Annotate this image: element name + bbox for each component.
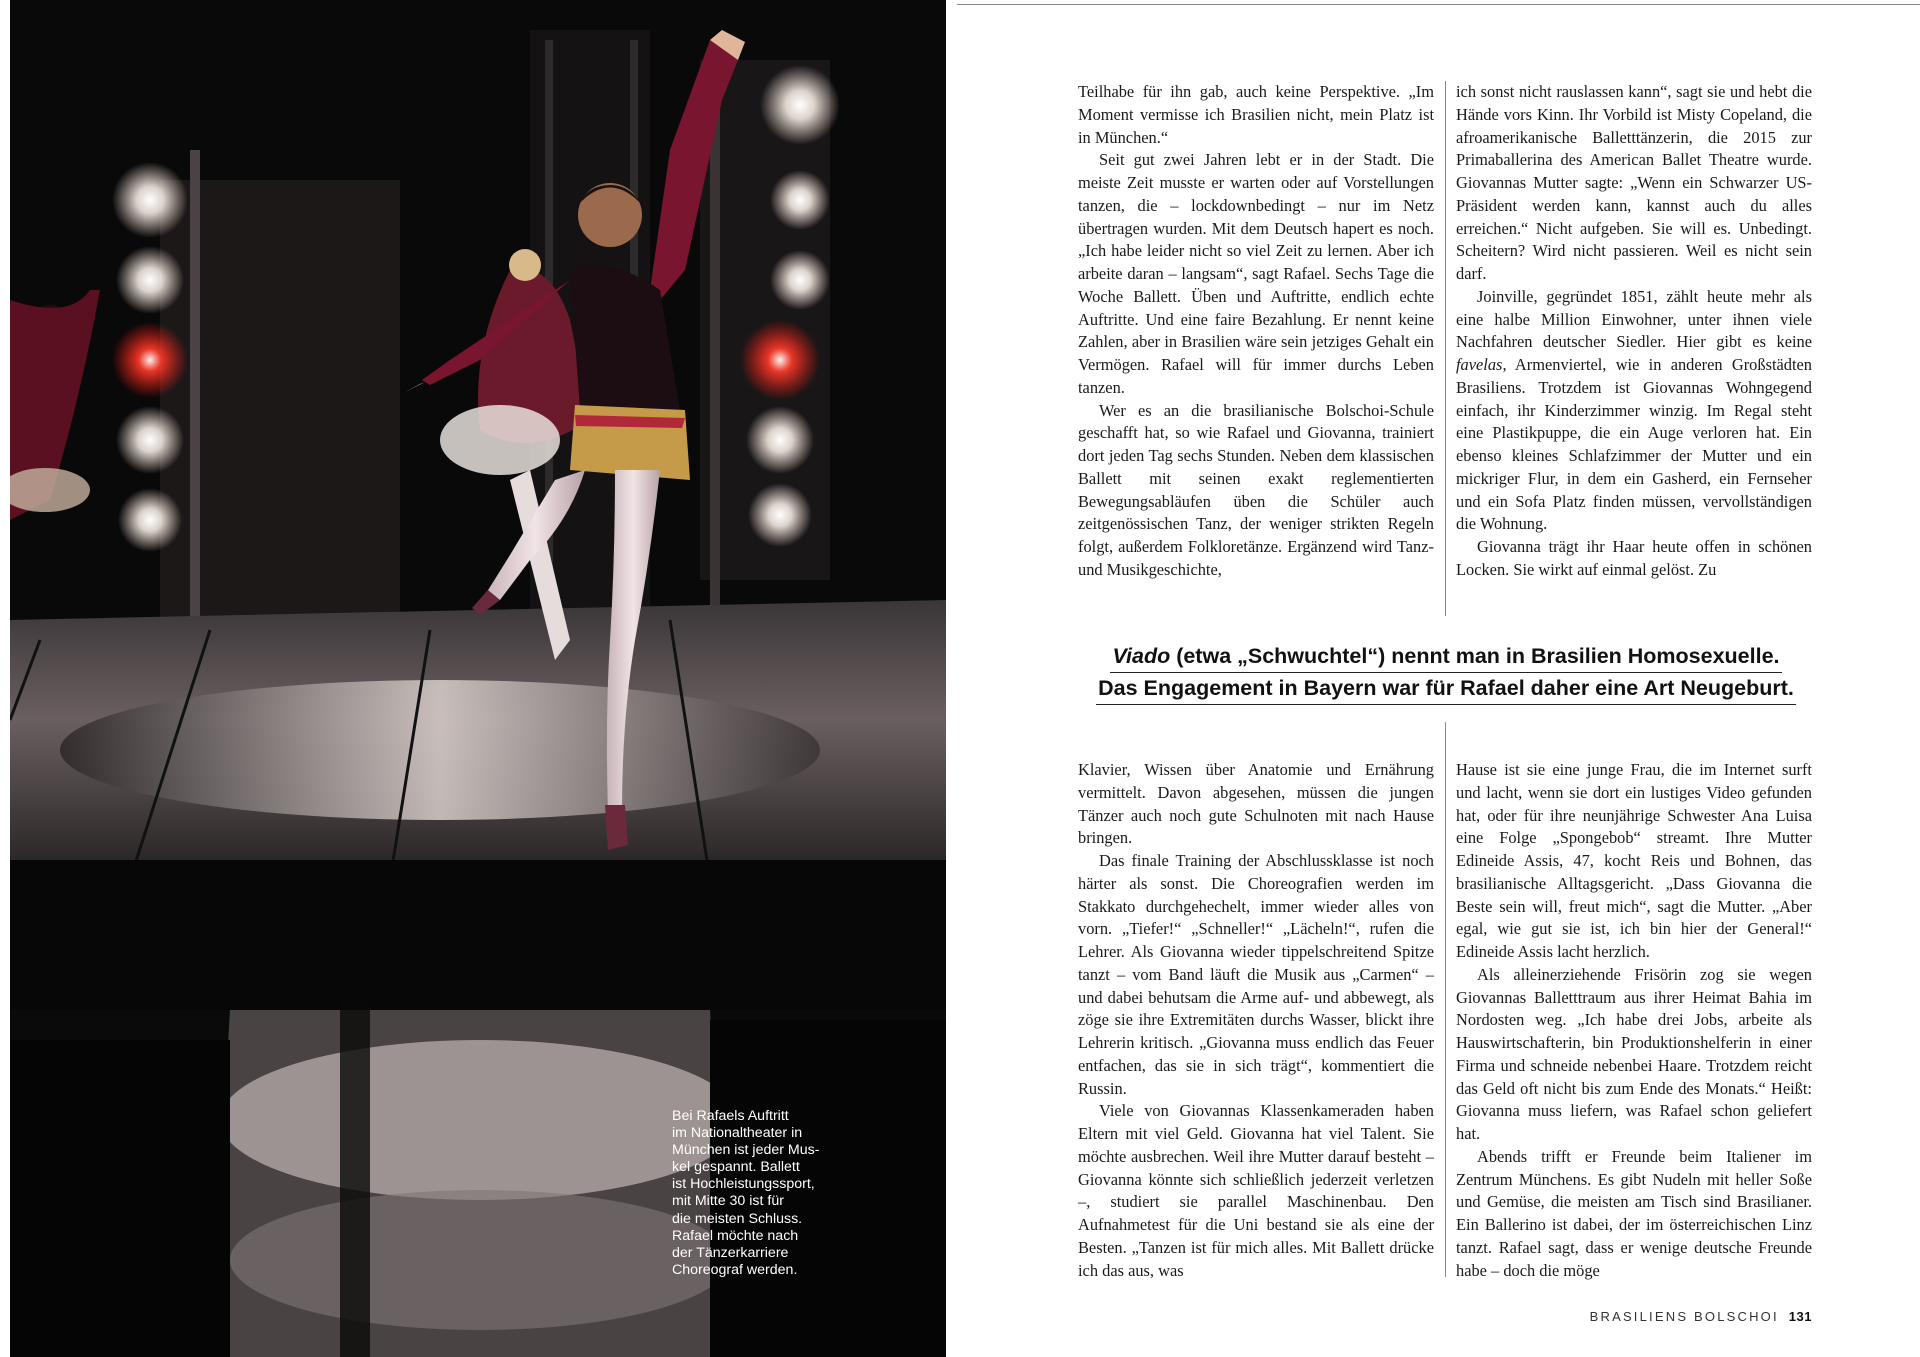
paragraph: Teilhabe für ihn gab, auch keine Perspektive. „Im Moment vermisse ich Brasilien nicht, mein Platz ist in München.“ [1078, 82, 1434, 147]
paragraph: Wer es an die brasilianische Bolschoi-Schule geschafft hat, so wie Rafael und Giovanna, trainiert dort jeden Tag sechs Stunden. Neben dem klassischen Ballett mit seinen exakt reglementierten Bewegungsabläufen üben die Schüler auch zeitgenössischen Tanz, der weniger strikten Regeln folgt, außerdem Folkloretänze. Ergänzend wird Tanz- und Musikgeschichte, [1078, 400, 1434, 579]
caption-line: der Tänzerkarriere [672, 1244, 789, 1261]
caption-line: München ist jeder Mus- [672, 1142, 820, 1159]
paragraph: Abends trifft er Freunde beim Italiener im Zentrum Münchens. Es gibt Nudeln mit heller Soße und Gemüse, die meisten am Tisch sind Brasilianer. Ein Ballerino ist dabei, der im österreichischen Linz tanzt. Rafael sagt, dass er wenige deutsche Freunde habe – doch die möge [1456, 1146, 1812, 1280]
caption-line: kel gespannt. Ballett [672, 1159, 800, 1176]
article-column-1 [1078, 81, 1434, 582]
paragraph: Joinville, gegründet 1851, zählt heute mehr als eine halbe Million Einwohner, unter ihnen viele Nachfahren deutscher Siedler. Hier gibt es keine favelas, Armenviertel, wie in anderen Großstädten Brasiliens. Trotzdem ist Giovannas Wohngegend einfach, ihr Kinderzimmer winzig. Im Regal steht eine Plastikpuppe, die ein Auge verloren hat. Ein ebenso kleines Schlafzimmer der Mutter und ein mickriger Flur, in dem ein Gasherd, ein Fernseher und ein Sofa Platz finden müssen, vervollständigen die Wohnung. [1456, 286, 1812, 534]
paragraph: Seit gut zwei Jahren lebt er in der Stadt. Die meiste Zeit musste er warten oder auf Vorstellungen tanzen, die – lockdownbedingt – nur im Netz übertragen wurden. Mit dem Deutsch hapert es noch. „Ich habe leider nicht so viel Zeit zu lernen. Aber ich arbeite daran – langsam“, sagt Rafael. Sechs Tage die Woche Ballett. Üben und Auftritte, endlich echte Auftritte. Und eine faire Bezahlung. Er nennt keine Zahlen, aber in Brasilien wäre sein jetziges Gehalt ein Vermögen. Rafael will für immer durchs Leben tanzen. [1078, 150, 1434, 397]
paragraph: Als alleinerziehende Frisörin zog sie wegen Giovannas Balletttraum aus ihrer Heimat Bahia im Nordosten weg. „Ich habe drei Jobs, arbeite als Hauswirtschafterin, bin Produktionshelferin in einer Firma und schneide nebenbei Haare. Trotzdem reicht das Geld oft nicht bis zum Ende des Monats.“ Heißt: Giovanna muss liefern, was Rafael schon geliefert hat. [1456, 964, 1812, 1143]
caption-line: mit Mitte 30 ist für [672, 1193, 784, 1210]
pull-quote-line-1 [1110, 641, 1781, 673]
article-column-3 [1078, 759, 1434, 1282]
column-divider-bottom [1445, 722, 1446, 1277]
paragraph: Hause ist sie eine junge Frau, die im Internet surft und lacht, wenn sie dort ein lustiges Video gefunden hat, oder für ihre neunjährige Schwester Ana Luisa eine Folge „Spongebob“ streamt. Ihre Mutter Edineide Assis, 47, kocht Reis und Bohnen, das brasilianische Alltagsgericht. „Dass Giovanna die Beste sein will, freut mich“, sagt die Mutter. „Aber egal, wie gut sie ist, ich bin hier der General!“ Edineide Assis lacht herzlich. [1456, 760, 1812, 961]
ballet-photo [10, 0, 946, 1357]
caption-line: im Nationaltheater in [672, 1125, 803, 1142]
caption-line: Choreograf werden. [672, 1261, 798, 1278]
pull-quote-line-2: Das Engagement in Bayern war für Rafael daher eine Art Neugeburt. [1096, 673, 1796, 705]
pull-quote [1076, 641, 1816, 705]
caption-line: ist Hochleistungssport, [672, 1176, 815, 1193]
paragraph: Klavier, Wissen über Anatomie und Ernährung vermittelt. Davon abgesehen, müssen die jungen Tänzer auch noch gute Schulnoten mit nach Hause bringen. [1078, 760, 1434, 848]
page-footer [1590, 1309, 1812, 1324]
article-column-4 [1456, 759, 1812, 1282]
emphasis: favelas [1456, 355, 1503, 374]
pull-quote-line-1-text: (etwa „Schwuchtel“) nennt man in Brasilien Homosexuelle. [1170, 644, 1780, 668]
caption-line: die meisten Schluss. [672, 1210, 803, 1227]
paragraph: Viele von Giovannas Klassenkameraden haben Eltern mit viel Geld. Giovanna hat viel Talent. Sie möchte ausbrechen. Weil ihre Mutter darauf besteht – Giovanna könnte sich schließlich jederzeit verletzen –, studiert sie parallel Maschinenbau. Den Aufnahmetest für die Uni bestand sie als eine der Besten. „Tanzen ist für mich alles. Mit Ballett drücke ich das aus, was [1078, 1101, 1434, 1280]
photo-caption [672, 1108, 902, 1279]
article-column-2 [1456, 81, 1812, 582]
pull-quote-emphasis: Viado [1112, 644, 1171, 668]
paragraph: Das finale Training der Abschlussklasse ist noch härter als sonst. Die Choreografien werden im Stakkato durchgehechelt, immer wieder alles von vorn. „Tiefer!“ „Schneller!“ „Lächeln!“, rufen die Lehrer. Als Giovanna wieder tippelschreitend Spitze tanzt – vom Band läuft die Musik aus „Carmen“ – und dabei behutsam die Arme auf- und abbewegt, als zöge sie ihre Extremitäten durchs Wasser, blickt ihre Lehrerin kritisch. „Giovanna muss endlich das Feuer entfachen, das sie in sich trägt“, kommentiert die Russin. [1078, 851, 1434, 1098]
caption-line: Bei Rafaels Auftritt [672, 1108, 789, 1124]
paragraph: Giovanna trägt ihr Haar heute offen in schönen Locken. Sie wirkt auf einmal gelöst. Zu [1456, 537, 1812, 579]
page-top-rule [957, 4, 1920, 5]
section-title: BRASILIENS BOLSCHOI [1589, 1309, 1779, 1324]
page-number: 131 [1788, 1309, 1812, 1324]
caption-line: Rafael möchte nach [672, 1227, 799, 1244]
column-divider-top [1445, 81, 1446, 616]
paragraph: ich sonst nicht rauslassen kann“, sagt sie und hebt die Hände vors Kinn. Ihr Vorbild ist Misty Copeland, die afroamerikanische Balletttänzerin, die 2015 zur Primaballerina des American Ballet Theatre wurde. Giovannas Mutter sagte: „Wenn ein Schwarzer US-Präsident werden kann, kannst auch du alles erreichen.“ Nicht aufgeben. Sie will es. Unbedingt. Scheitern? Wird nicht passieren. Weil es nicht sein darf. [1456, 82, 1812, 283]
